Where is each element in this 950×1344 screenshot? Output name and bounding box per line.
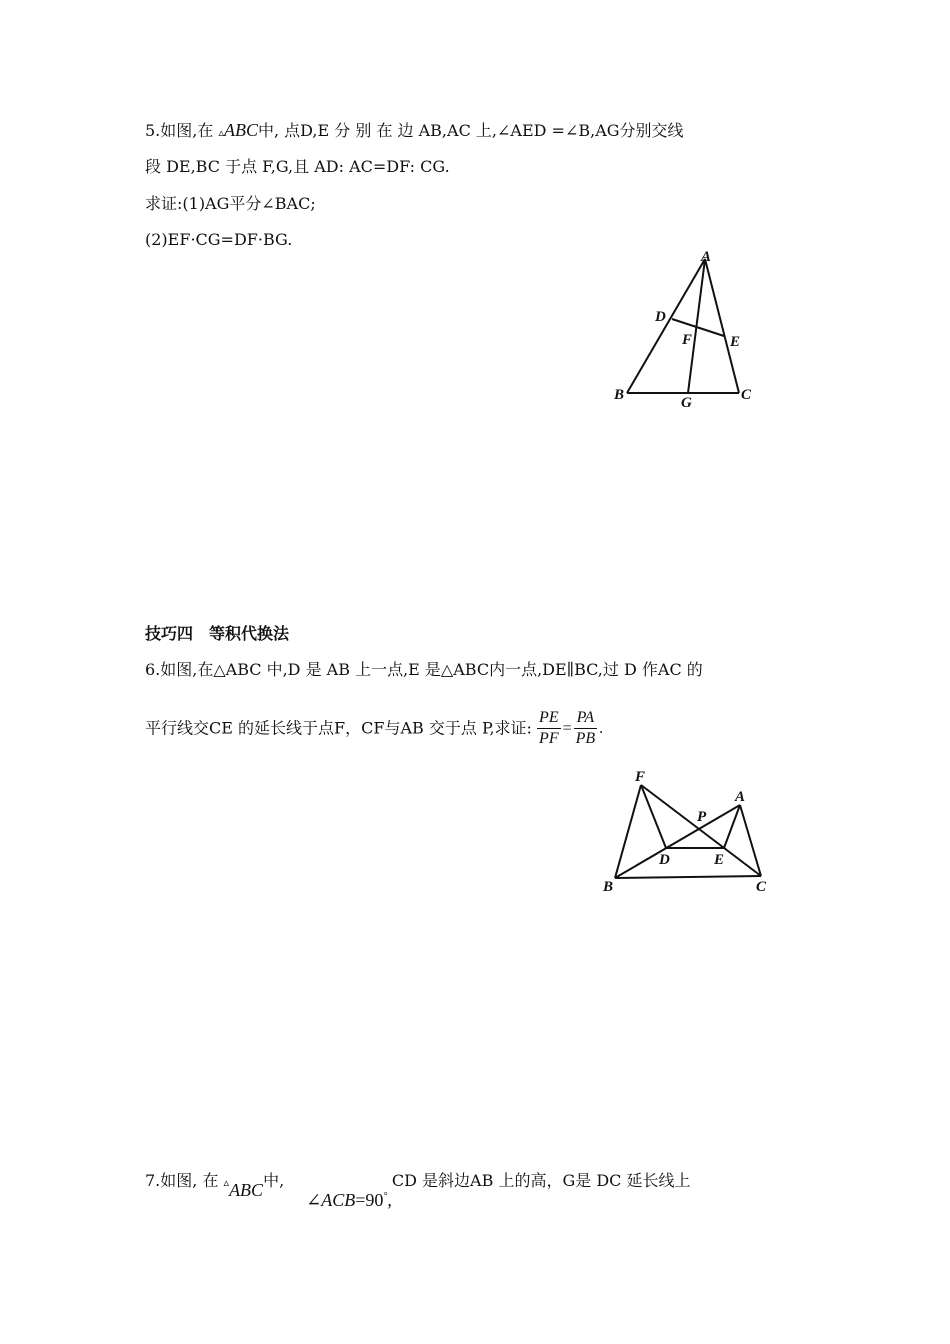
problem5-text-b: 中, 点D,E 分 别 在 边 AB,AC 上,∠AED =∠B,AG分别交线 — [257, 121, 684, 140]
section-title: 技巧四 等积代换法 — [145, 624, 290, 643]
problem5-line3: 求证:(1)AG平分∠BAC; — [145, 194, 316, 213]
problem5-text-a: 5.如图,在 — [145, 121, 219, 140]
problem7-line1 — [145, 1166, 691, 1210]
problem6-text: 平行线交CE 的延长线于点F，CF与AB 交于点 P,求证: — [145, 718, 532, 738]
triangle-symbol: ▵ — [223, 1176, 230, 1189]
segment-bc — [615, 876, 761, 878]
problem7-text-b: 中, — [263, 1171, 285, 1190]
problem6-figure — [595, 765, 780, 900]
label-g: G — [681, 395, 692, 411]
triangle-name: ABC — [229, 1180, 264, 1200]
comma: , — [387, 1190, 392, 1210]
label-f: F — [682, 332, 693, 348]
problem5-line2: 段 DE,BC 于点 F,G,且 AD: AC=DF: CG. — [145, 157, 450, 176]
label-b: B — [614, 387, 625, 403]
degree-symbol: ° — [383, 1191, 388, 1202]
label-a: A — [735, 789, 746, 805]
equals-sign: = — [562, 719, 572, 737]
triangle-name: ABC — [223, 120, 258, 140]
period: . — [599, 719, 604, 737]
label-c: C — [756, 879, 767, 895]
label-a: A — [701, 249, 712, 265]
angle-value: =90 — [355, 1190, 384, 1210]
fraction-pa-pb — [574, 708, 598, 749]
label-d: D — [659, 852, 670, 868]
fraction-numerator: PE — [537, 708, 561, 729]
fraction-denominator: PB — [575, 730, 596, 747]
triangle-symbol: ▵ — [218, 126, 224, 139]
label-p: P — [697, 809, 707, 825]
label-f: F — [635, 769, 646, 785]
segment-ae — [724, 805, 740, 848]
fraction-pe-pf — [537, 708, 561, 749]
problem7-text-c: CD 是斜边AB 上的高，G是 DC 延长线上 — [391, 1171, 691, 1190]
label-e: E — [730, 334, 741, 350]
problem7-text-a: 7.如图, 在 — [145, 1171, 224, 1190]
problem5-line4: (2)EF·CG=DF·BG. — [145, 230, 293, 249]
label-e: E — [714, 852, 725, 868]
segment-ac — [740, 805, 761, 876]
fraction-numerator: PA — [574, 708, 598, 729]
fraction-denominator: PF — [539, 730, 559, 747]
problem5-figure — [600, 245, 770, 415]
problem5-line1 — [145, 120, 684, 143]
label-d: D — [655, 309, 666, 325]
label-b: B — [603, 879, 614, 895]
problem6-line1: 6.如图,在△ABC 中,D 是 AB 上一点,E 是△ABC内一点,DE∥BC,过 D 作AC 的 — [145, 660, 703, 679]
angle-text: ∠ACB — [306, 1190, 356, 1210]
angle-acb — [306, 1190, 392, 1210]
segment-ac — [705, 259, 739, 393]
problem6-line2 — [145, 706, 605, 751]
label-c: C — [741, 387, 752, 403]
